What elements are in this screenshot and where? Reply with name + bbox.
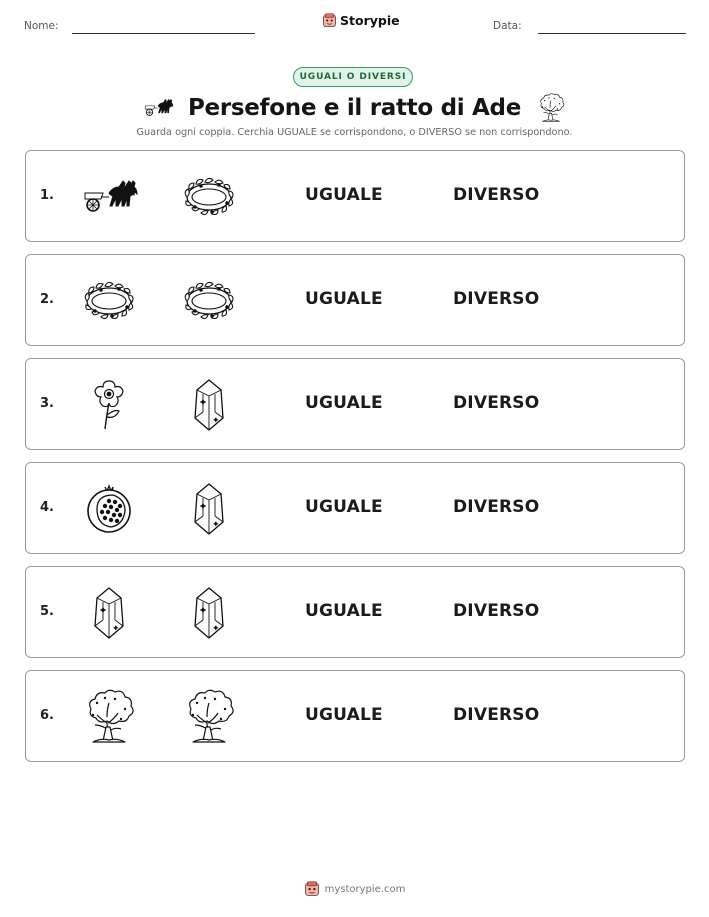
crystal-icon <box>79 585 139 641</box>
brand-name: Storypie <box>340 13 400 28</box>
tree-icon <box>179 689 239 745</box>
option-same[interactable]: UGUALE <box>305 601 383 621</box>
option-different[interactable]: DIVERSO <box>453 393 540 413</box>
wreath-icon <box>79 273 139 329</box>
title-row <box>0 92 709 124</box>
option-different[interactable]: DIVERSO <box>453 289 540 309</box>
tree-icon <box>79 689 139 745</box>
footer <box>0 879 709 899</box>
crystal-icon <box>179 377 239 433</box>
option-same[interactable]: UGUALE <box>305 289 383 309</box>
item-number: 2. <box>40 292 54 307</box>
item-number: 4. <box>40 500 54 515</box>
item-row-5 <box>25 566 685 658</box>
storypie-mascot-icon <box>322 13 337 28</box>
option-same[interactable]: UGUALE <box>305 705 383 725</box>
item-row-2 <box>25 254 685 346</box>
brand-logo <box>322 13 400 28</box>
item-row-6 <box>25 670 685 762</box>
item-number: 1. <box>40 188 54 203</box>
chariot-icon <box>142 93 174 123</box>
item-list <box>25 150 685 774</box>
option-different[interactable]: DIVERSO <box>453 705 540 725</box>
option-different[interactable]: DIVERSO <box>453 601 540 621</box>
item-number: 5. <box>40 604 54 619</box>
tree-icon <box>535 93 567 123</box>
item-number: 6. <box>40 708 54 723</box>
worksheet-type-badge: UGUALI O DIVERSI <box>293 67 413 87</box>
instructions: Guarda ogni coppia. Cerchia UGUALE se corrispondono, o DIVERSO se non corrispondono. <box>136 127 573 138</box>
item-row-1 <box>25 150 685 242</box>
name-label: Nome: <box>24 20 59 32</box>
date-line[interactable] <box>538 33 686 34</box>
crystal-icon <box>179 585 239 641</box>
page-title: Persefone e il ratto di Ade <box>187 95 522 121</box>
crystal-icon <box>179 481 239 537</box>
option-same[interactable]: UGUALE <box>305 497 383 517</box>
date-label: Data: <box>493 20 522 32</box>
item-row-3 <box>25 358 685 450</box>
option-same[interactable]: UGUALE <box>305 393 383 413</box>
wreath-icon <box>179 273 239 329</box>
flower-icon <box>79 377 139 433</box>
wreath-icon <box>179 169 239 225</box>
chariot-icon <box>79 169 139 225</box>
footer-site[interactable]: mystorypie.com <box>324 883 406 895</box>
option-different[interactable]: DIVERSO <box>453 497 540 517</box>
item-number: 3. <box>40 396 54 411</box>
storypie-mascot-icon <box>304 881 320 897</box>
pomegranate-icon <box>79 481 139 537</box>
name-line[interactable] <box>72 33 255 34</box>
worksheet-header <box>0 0 709 50</box>
option-same[interactable]: UGUALE <box>305 185 383 205</box>
item-row-4 <box>25 462 685 554</box>
option-different[interactable]: DIVERSO <box>453 185 540 205</box>
